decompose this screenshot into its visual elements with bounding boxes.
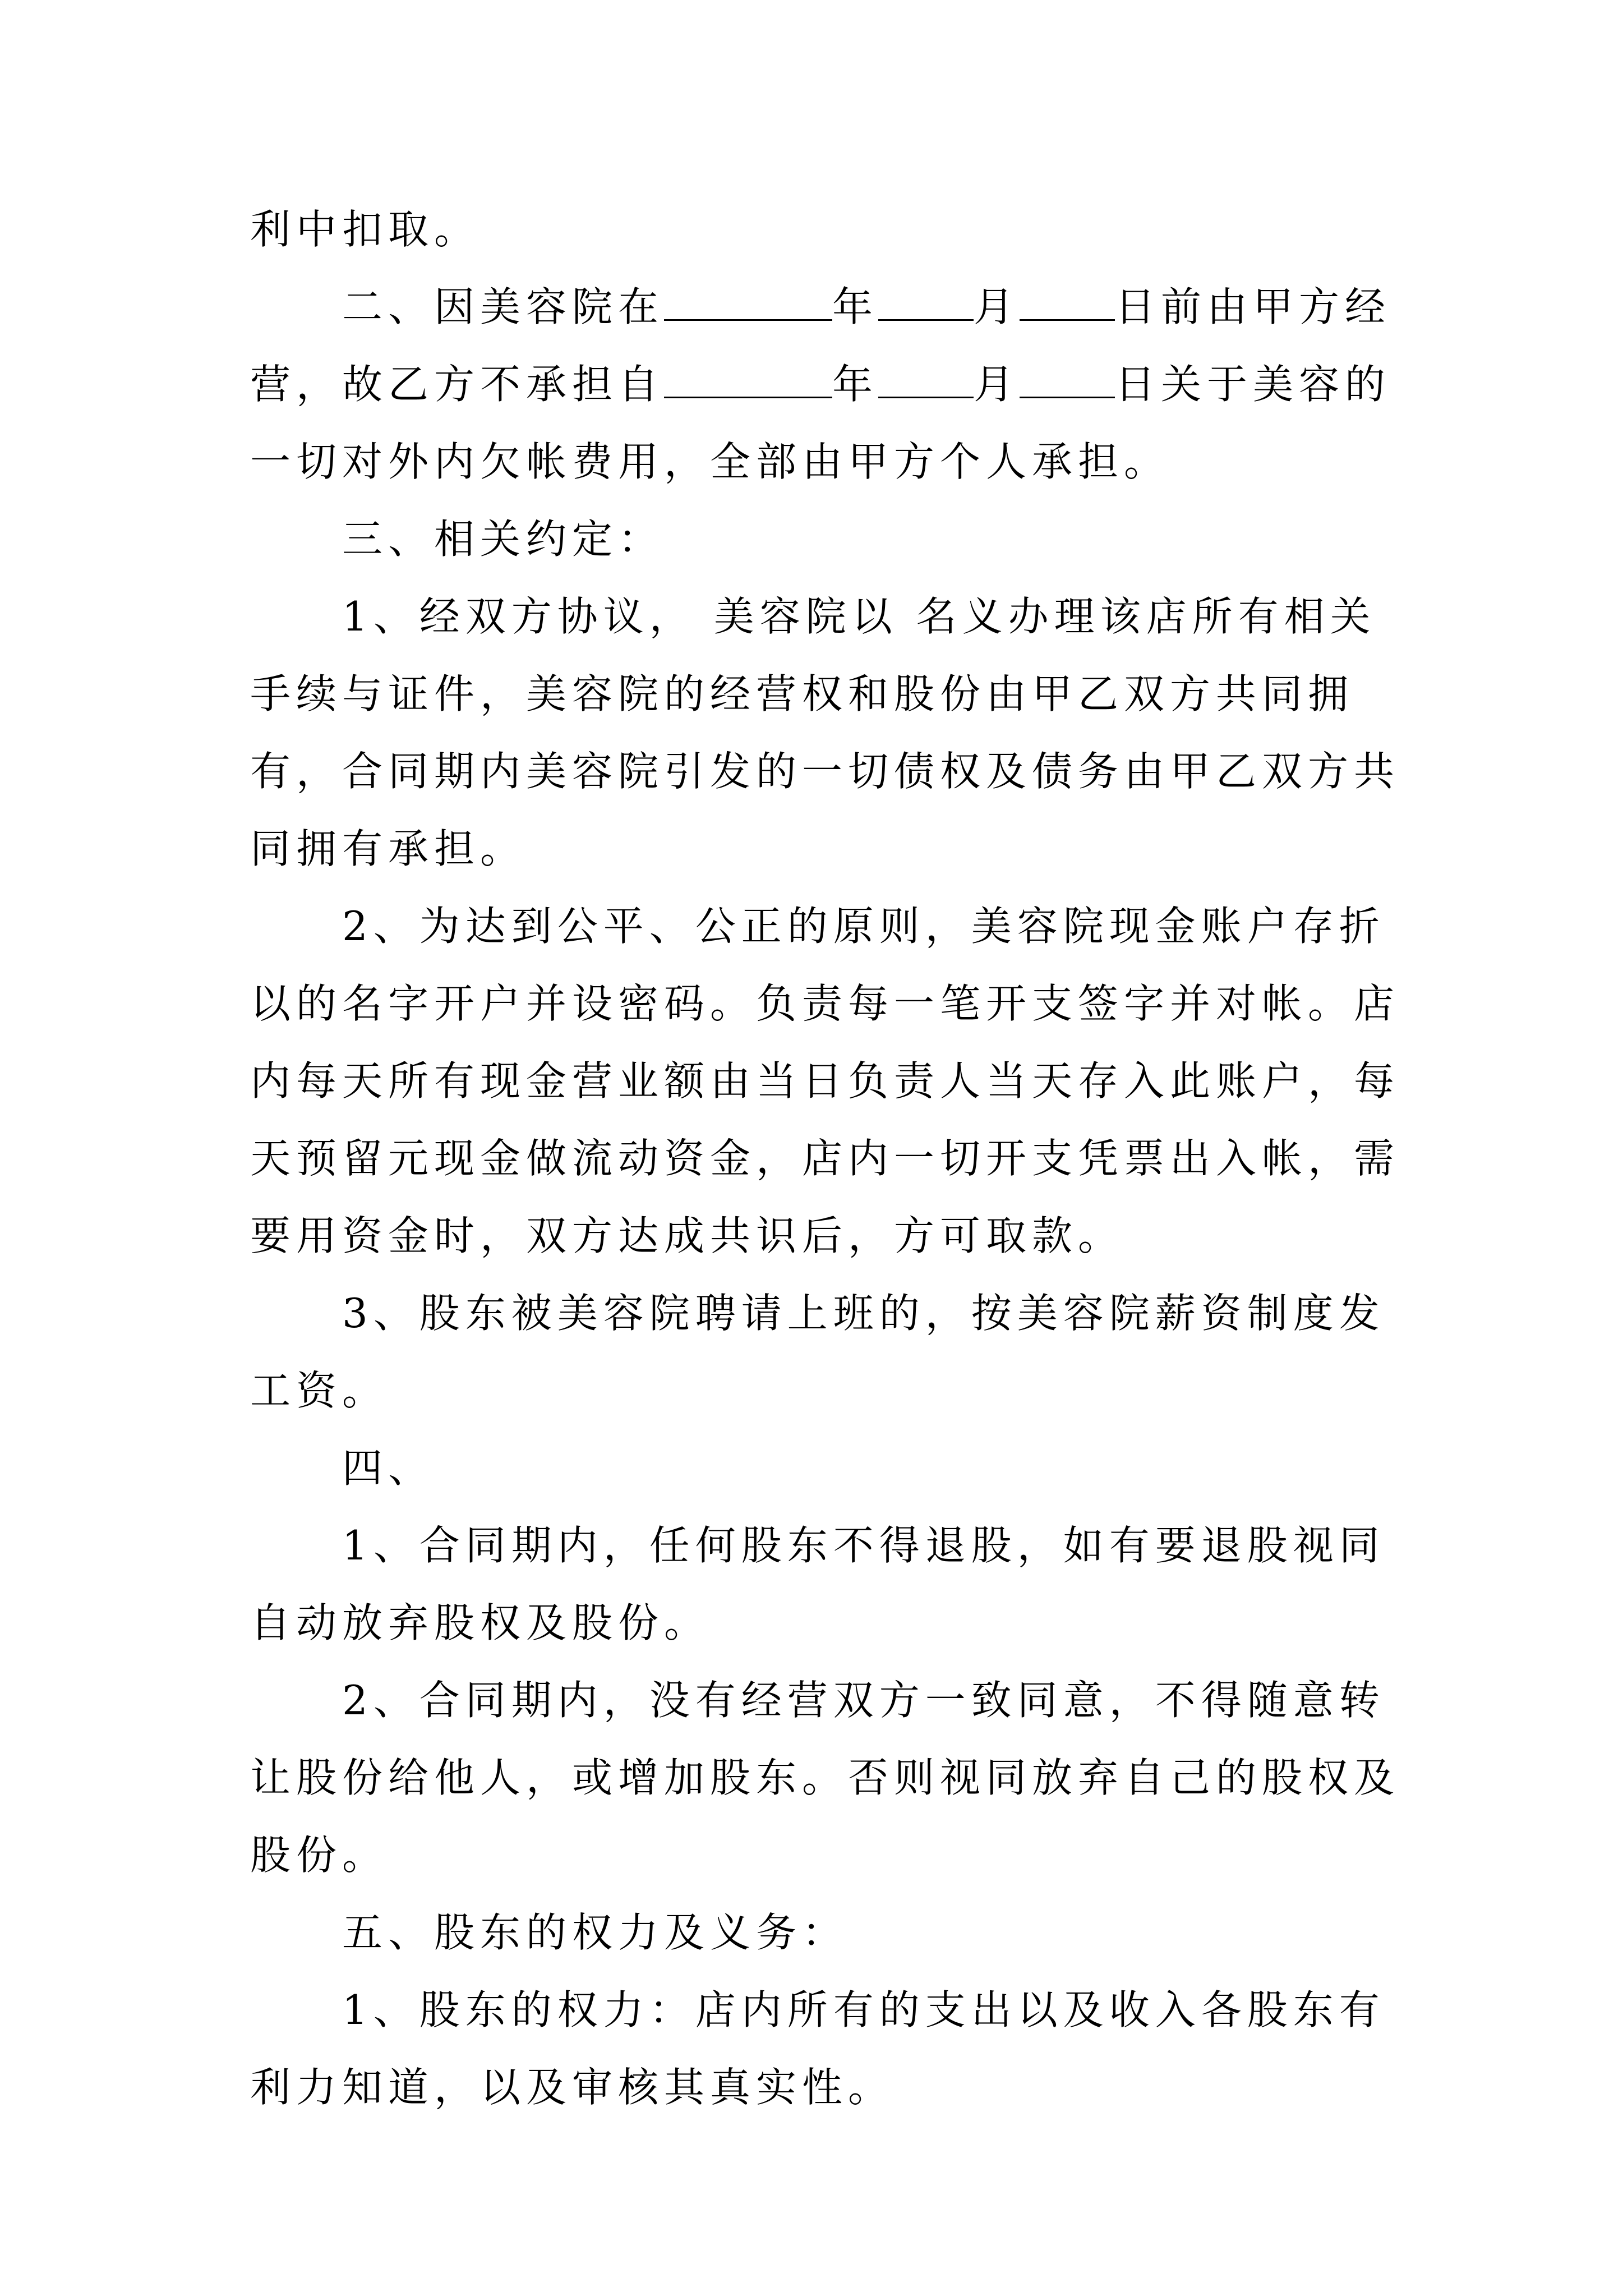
clause-4-2 (250, 1662, 1417, 1894)
paragraph-text: 年 (832, 361, 879, 408)
paragraph-text: 利中扣取。 (250, 206, 481, 253)
paragraph-text: 二、因美容院在 (342, 283, 665, 330)
paragraph-text: 1、合同期内，任何股东不得退股，如有要退股视同自动放弃股权及股份。 (250, 1522, 1385, 1646)
paragraph-text: 日前由甲方经营，故乙方不承担自 (250, 283, 1391, 408)
clause-3-3 (250, 1274, 1417, 1429)
paragraph-text: 日关于美容的一切对外内欠帐费用，全部由甲方个人承担。 (250, 361, 1391, 485)
clause-3-1 (250, 578, 1417, 887)
paragraph-text: 2、合同期内，没有经营双方一致同意，不得随意转让股份给他人，或增加股东。否则视同放弃自己的股权及股份。 (250, 1677, 1400, 1879)
blank-day-field (1020, 362, 1115, 398)
paragraph-text: 月 (974, 361, 1020, 408)
paragraph-text: 三、相关约定： (342, 516, 665, 563)
clause-5-1 (250, 1971, 1417, 2126)
blank-day-field (1020, 284, 1115, 321)
clause-4-1 (250, 1507, 1417, 1662)
paragraph-text: 五、股东的权力及义务： (342, 1909, 849, 1956)
paragraph-continuation (250, 191, 1417, 268)
paragraph-section-2 (250, 268, 1417, 500)
document-body (250, 191, 1417, 2126)
paragraph-text: 月 (974, 283, 1020, 330)
paragraph-text: 3、股东被美容院聘请上班的，按美容院薪资制度发工资。 (250, 1290, 1385, 1414)
blank-year-field (664, 362, 832, 398)
paragraph-text: 四、 (342, 1444, 435, 1492)
paragraph-text: 年 (832, 283, 879, 330)
paragraph-text: 2、为达到公平、公正的原则，美容院现金账户存折以的名字开户并设密码。负责每一笔开支签字并对帐。店内每天所有现金营业额由当日负责人当天存入此账户，每天预留元现金做流动资金，店内一切开支凭票出入帐，需要用资金时，双方达成共识后，方可取款。 (250, 903, 1400, 1259)
blank-month-field (878, 362, 974, 398)
blank-year-field (664, 284, 832, 321)
section-heading-5 (250, 1894, 1417, 1971)
clause-3-2 (250, 887, 1417, 1274)
blank-month-field (878, 284, 974, 321)
paragraph-text: 1、经双方协议， 美容院以 名义办理该店所有相关手续与证件，美容院的经营权和股份由甲乙双方共同拥有，合同期内美容院引发的一切债权及债务由甲乙双方共同拥有承担。 (250, 593, 1400, 872)
section-heading-4 (250, 1429, 1417, 1507)
section-heading-3 (250, 500, 1417, 578)
paragraph-text: 1、股东的权力：店内所有的支出以及收入各股东有利力知道，以及审核其真实性。 (250, 1986, 1385, 2111)
